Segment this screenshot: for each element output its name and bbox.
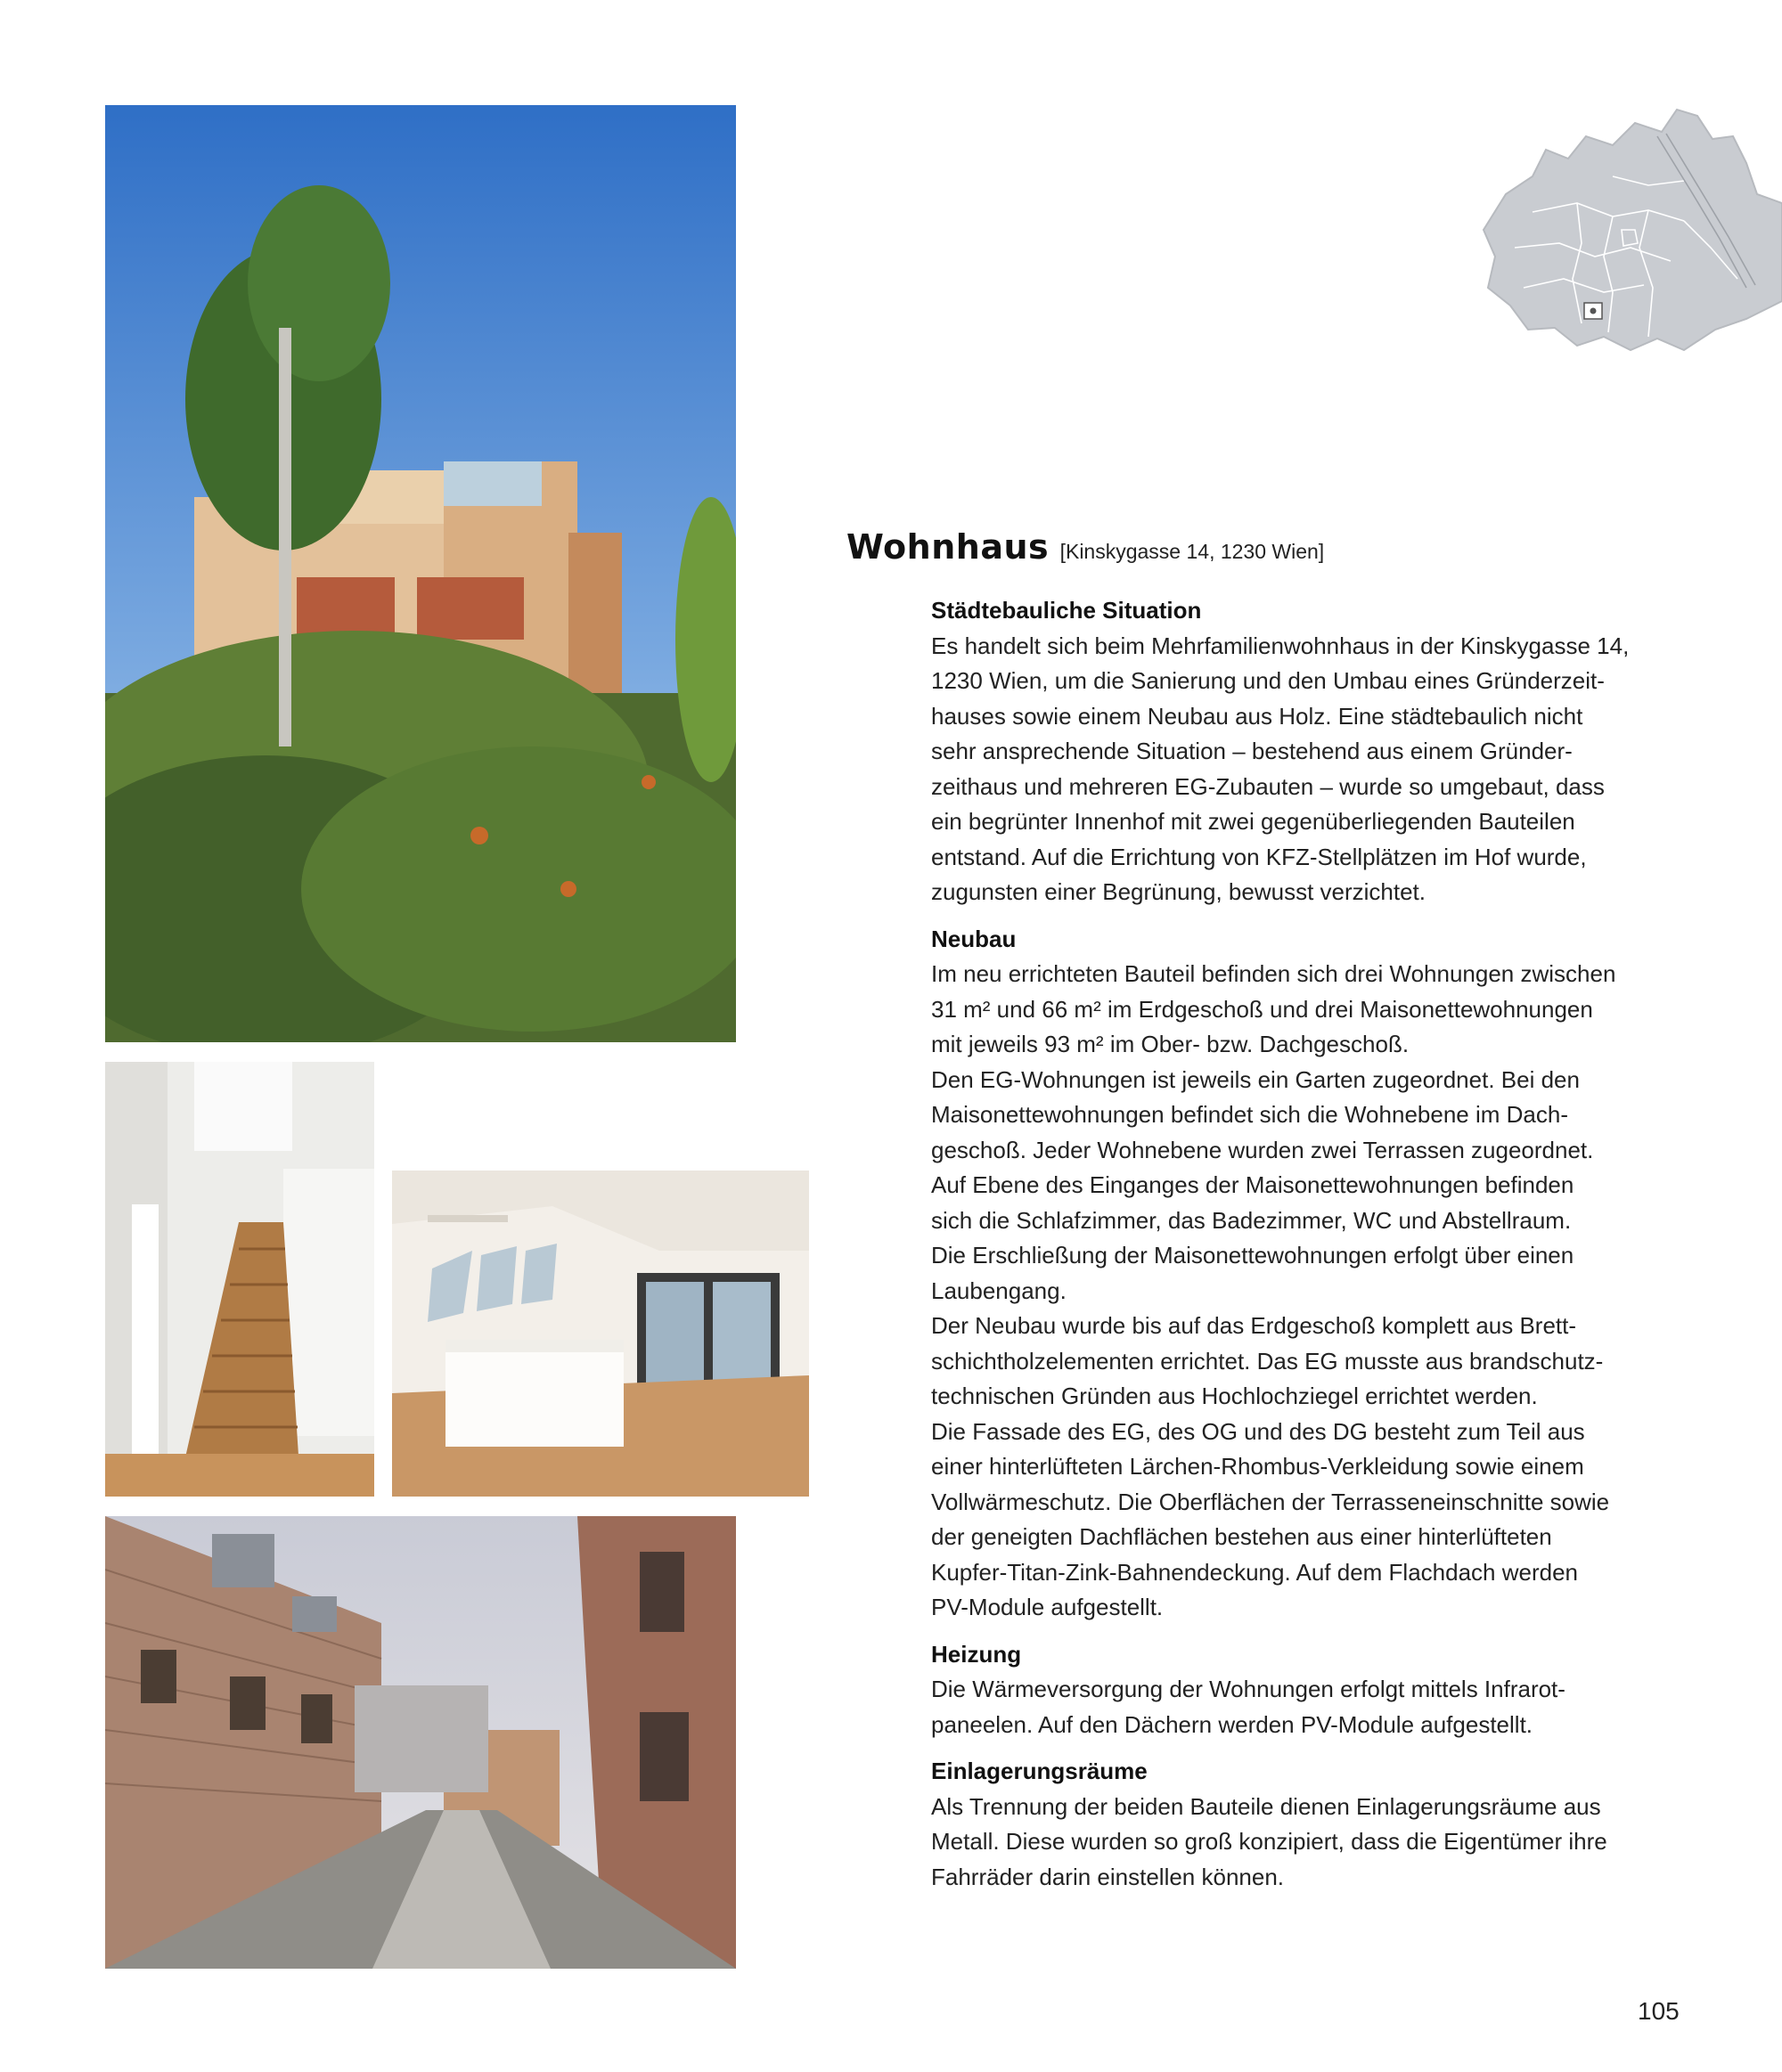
page-number: 105	[1638, 1997, 1680, 2025]
building-name: Wohnhaus	[846, 527, 1050, 567]
section-text: Im neu errichteten Bauteil befinden sich drei Wohnungen zwischen 31 m² und 66 m² im Erdgeschoß und drei Maisonettewohnungen mit jeweils 93 m² im Ober- bzw. Dachgeschoß. Den EG-Wohnungen ist jeweils ein Garten zugeordnet. Bei den Maisonettewohnungen befindet sich die Wohnebene im Dach- geschoß. Jeder Wohnebene wurden zwei Terrassen zugeordnet. Auf Ebene des Einganges der Maisonettewohnungen befinden sich die Schlafzimmer, das Badezimmer, WC und Abstellraum. Die Erschließung der Maisonettewohnungen erfolgt über einen Laubengang. Der Neubau wurde bis auf das Erdgeschoß komplett aus Brett- schichtholzelementen errichtet. Das EG musste aus brandschutz- technischen Gründen aus Hochlochziegel errichtet werden. Die Fassade des EG, des OG und des DG besteht zum Teil aus einer hinterlüfteten Lärchen-Rhombus-Verkleidung sowie einem Vollwärmeschutz. Die Oberflächen der Terrasseneinschnitte sowie der geneigten Dachflächen bestehen aus einer hinterlüfteten Kupfer-Titan-Zink-Bahnendeckung. Auf dem Flachdach werden PV-Module aufgestellt.	[931, 960, 1616, 1620]
article-title	[846, 527, 1324, 567]
photo-living-room-illustration	[392, 1171, 809, 1497]
section-heading: Städtebauliche Situation	[931, 597, 1202, 624]
section-neubau	[931, 922, 1644, 1626]
photo-courtyard-illustration	[105, 1516, 736, 1969]
vienna-map-illustration	[1479, 96, 1782, 360]
section-einlagerungsraeume	[931, 1754, 1644, 1895]
building-address: [Kinskygasse 14, 1230 Wien]	[1059, 540, 1325, 563]
section-heading: Heizung	[931, 1640, 1022, 1668]
section-text: Die Wärmeversorgung der Wohnungen erfolgt mittels Infrarot- paneelen. Auf den Dächern werden PV-Module aufgestellt.	[931, 1676, 1565, 1738]
photo-interior-living-room	[392, 1171, 809, 1497]
photo-staircase-illustration	[105, 1062, 374, 1497]
photo-courtyard	[105, 1516, 736, 1969]
photo-exterior-illustration	[105, 105, 736, 1042]
section-heizung	[931, 1637, 1644, 1743]
section-staedtebauliche-situation	[931, 593, 1644, 910]
vienna-location-map	[1479, 96, 1782, 360]
article-body	[931, 593, 1644, 1906]
section-heading: Neubau	[931, 925, 1017, 952]
photo-exterior-building-with-tree	[105, 105, 736, 1042]
section-heading: Einlagerungsräume	[931, 1758, 1148, 1784]
section-text: Es handelt sich beim Mehrfamilienwohnhaus in der Kinskygasse 14, 1230 Wien, um die Sanierung und den Umbau eines Gründerzeit- hauses sowie einem Neubau aus Holz. Eine städtebaulich nicht sehr ansprechende Situation – bestehend aus einem Gründer- zeithaus und mehreren EG-Zubauten – wurde so umgebaut, dass ein begrünter Innenhof mit zwei gegenüberliegenden Bauteilen entstand. Auf die Errichtung von KFZ-Stellplätzen im Hof wurde, zugunsten einer Begrünung, bewusst verzichtet.	[931, 632, 1630, 905]
section-text: Als Trennung der beiden Bauteile dienen Einlagerungsräume aus Metall. Diese wurden so groß konzipiert, dass die Eigentümer ihre Fahrräder darin einstellen können.	[931, 1792, 1607, 1890]
photo-interior-staircase	[105, 1062, 374, 1497]
